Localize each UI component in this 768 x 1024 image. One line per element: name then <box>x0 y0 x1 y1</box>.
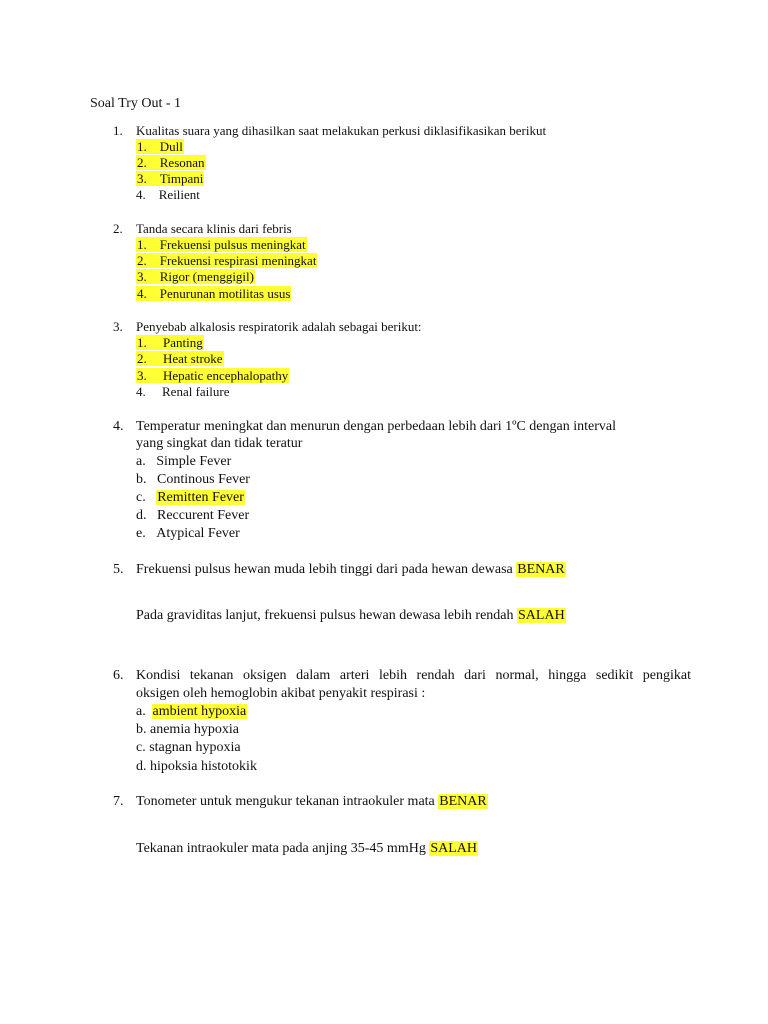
question-4-option-e: e. Atypical Fever <box>136 526 240 541</box>
question-4-number: 4. <box>113 419 124 434</box>
question-1-number: 1. <box>113 123 123 138</box>
question-5-number: 5. <box>113 562 124 577</box>
answer-benar-badge: BENAR <box>517 562 565 577</box>
question-6-text-line-2: oksigen oleh hemoglobin akibat penyakit respirasi : <box>136 686 426 701</box>
question-6-option-a: a. ambient hypoxia <box>136 704 247 719</box>
question-3-option-4: 4. Renal failure <box>136 384 230 399</box>
question-6-option-d: d. hipoksia histotokik <box>136 759 257 774</box>
question-1-option-1: 1. Dull <box>137 139 183 154</box>
question-2-option-4: 4. Penurunan motilitas usus <box>137 286 291 301</box>
question-4-text-line-2: yang singkat dan tidak teratur <box>136 436 303 451</box>
question-4-option-b: b. Continous Fever <box>136 472 250 487</box>
question-3-text: Penyebab alkalosis respiratorik adalah sebagai berikut: <box>136 319 422 334</box>
question-5-statement-2: Pada graviditas lanjut, frekuensi pulsus hewan dewasa lebih rendah SALAH <box>136 608 565 623</box>
question-1-option-3: 3. Timpani <box>137 171 204 186</box>
answer-benar-badge: BENAR <box>439 794 487 809</box>
question-6-number: 6. <box>113 668 124 683</box>
question-2-option-2: 2. Frekuensi respirasi meningkat <box>137 253 317 268</box>
question-4-option-c: c. Remitten Fever <box>136 490 244 505</box>
question-7-number: 7. <box>113 794 124 809</box>
question-3-option-2: 2. Heat stroke <box>137 351 223 366</box>
question-7-statement-1: Tonometer untuk mengukur tekanan intraokuler mata BENAR <box>136 794 487 809</box>
question-4-option-a: a. Simple Fever <box>136 454 232 469</box>
question-3-option-1: 1. Panting <box>137 335 203 350</box>
question-6-option-c: c. stagnan hypoxia <box>136 740 241 755</box>
question-1-text: Kualitas suara yang dihasilkan saat melakukan perkusi diklasifikasikan berikut <box>136 123 547 138</box>
answer-salah-badge: SALAH <box>430 841 477 856</box>
question-3-number: 3. <box>113 319 123 334</box>
question-4-text-line-1: Temperatur meningkat dan menurun dengan perbedaan lebih dari 1ºC dengan interval <box>136 419 616 434</box>
question-3-option-3: 3. Hepatic encephalopathy <box>137 368 289 383</box>
document-title: Soal Try Out - 1 <box>90 96 182 111</box>
question-5-statement-1: Frekuensi pulsus hewan muda lebih tinggi dari pada hewan dewasa BENAR <box>136 562 565 577</box>
question-7-statement-2: Tekanan intraokuler mata pada anjing 35-45 mmHg SALAH <box>136 841 477 856</box>
question-4-option-d: d. Reccurent Fever <box>136 508 250 523</box>
question-6-option-b: b. anemia hypoxia <box>136 722 240 737</box>
question-6-text-line-1: Kondisi tekanan oksigen dalam arteri lebih rendah dari normal, hingga sedikit pengikat <box>136 668 691 683</box>
question-2-option-1: 1. Frekuensi pulsus meningkat <box>137 237 306 252</box>
answer-salah-badge: SALAH <box>518 608 565 623</box>
question-2-text: Tanda secara klinis dari febris <box>136 221 292 236</box>
question-2-number: 2. <box>113 221 123 236</box>
question-1-option-4: 4. Reilient <box>136 187 200 202</box>
question-1-option-2: 2. Resonan <box>137 155 205 170</box>
question-2-option-3: 3. Rigor (menggigil) <box>137 269 254 284</box>
